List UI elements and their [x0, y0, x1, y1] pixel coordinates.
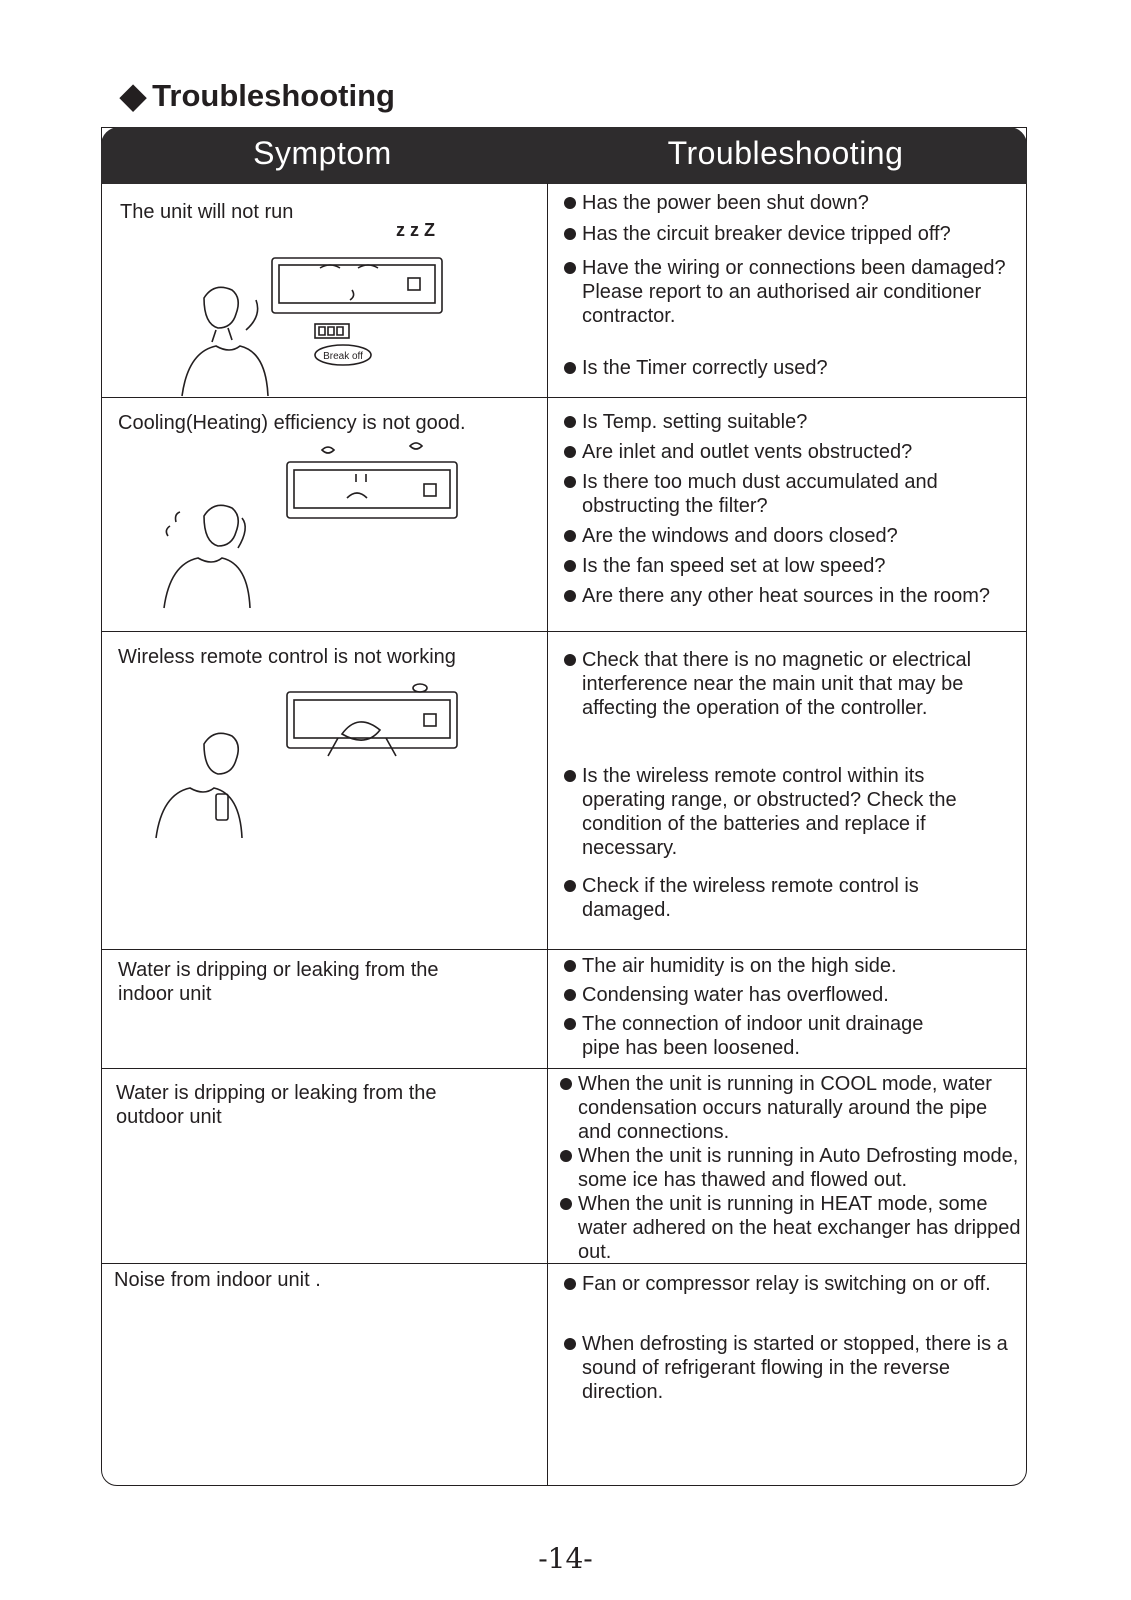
troubleshooting-list-1: [562, 191, 1022, 380]
table-header: [101, 127, 1027, 184]
list-item: Has the circuit breaker device tripped off?: [562, 222, 1022, 246]
troubleshooting-list-4: [562, 954, 1022, 1060]
symptom-efficiency: Cooling(Heating) efficiency is not good.: [118, 412, 466, 434]
sweating-ac-illustration: [142, 438, 472, 618]
symptom-water-outdoor: Water is dripping or leaking from the outdoor unit: [116, 1082, 437, 1128]
list-item: Are there any other heat sources in the room?: [562, 584, 1022, 608]
troubleshooting-table: [101, 127, 1027, 1486]
page-title: [120, 78, 395, 114]
symptom-unit-not-run: The unit will not run: [120, 201, 294, 223]
page-title-text: Troubleshooting: [152, 78, 395, 113]
list-item: When defrosting is started or stopped, there is a sound of refrigerant flowing in the reverse direction.: [562, 1332, 1022, 1404]
symptom-noise-indoor: Noise from indoor unit .: [114, 1269, 321, 1291]
list-item: When the unit is running in HEAT mode, some water adhered on the heat exchanger has dripped out.: [558, 1192, 1024, 1264]
list-item: Is the Timer correctly used?: [562, 356, 1022, 380]
troubleshooting-list-5: [558, 1072, 1024, 1264]
list-item: Is there too much dust accumulated and obstructing the filter?: [562, 470, 1022, 518]
list-item: The connection of indoor unit drainage pipe has been loosened.: [562, 1012, 1022, 1060]
symptom-column-header: Symptom: [253, 134, 392, 171]
list-item: Check if the wireless remote control is damaged.: [562, 874, 1022, 922]
troubleshooting-list-3: [562, 648, 1022, 922]
list-item: Has the power been shut down?: [562, 191, 1022, 215]
row-divider: [102, 1068, 1026, 1069]
list-item: When the unit is running in Auto Defrosting mode, some ice has thawed and flowed out.: [558, 1144, 1024, 1192]
list-item: Are inlet and outlet vents obstructed?: [562, 440, 1022, 464]
column-divider: [547, 183, 548, 1485]
break-off-label: Break off: [323, 351, 363, 362]
list-item: Condensing water has overflowed.: [562, 983, 1022, 1007]
list-item: The air humidity is on the high side.: [562, 954, 1022, 978]
troubleshooting-list-6: [562, 1272, 1022, 1404]
sleeping-ac-illustration: [152, 218, 452, 398]
row-divider: [102, 631, 1026, 632]
list-item: Is Temp. setting suitable?: [562, 410, 1022, 434]
symptom-water-indoor: Water is dripping or leaking from the indoor unit: [118, 959, 439, 1005]
list-item: Have the wiring or connections been damaged?Please report to an authorised air conditioner contractor.: [562, 256, 1022, 328]
list-item: Check that there is no magnetic or electrical interference near the main unit that may be affecting the operation of the controller.: [562, 648, 1022, 720]
list-item: Is the fan speed set at low speed?: [562, 554, 1022, 578]
troubleshooting-list-2: [562, 410, 1022, 608]
row-divider: [102, 949, 1026, 950]
list-item: Are the windows and doors closed?: [562, 524, 1022, 548]
remote-ac-illustration: [142, 678, 472, 848]
list-item: When the unit is running in COOL mode, water condensation occurs naturally around the pipe and connections.: [558, 1072, 1024, 1144]
list-item: Is the wireless remote control within its operating range, or obstructed? Check the condition of the batteries and replace if necessary.: [562, 764, 1022, 860]
page-number: -14-: [538, 1542, 593, 1575]
list-item: Fan or compressor relay is switching on or off.: [562, 1272, 1022, 1296]
symptom-remote-not-working: Wireless remote control is not working: [118, 646, 456, 668]
zzz-icon: z z Z: [396, 220, 435, 240]
troubleshooting-column-header: Troubleshooting: [667, 134, 904, 171]
diamond-bullet-icon: ◆: [120, 77, 147, 115]
